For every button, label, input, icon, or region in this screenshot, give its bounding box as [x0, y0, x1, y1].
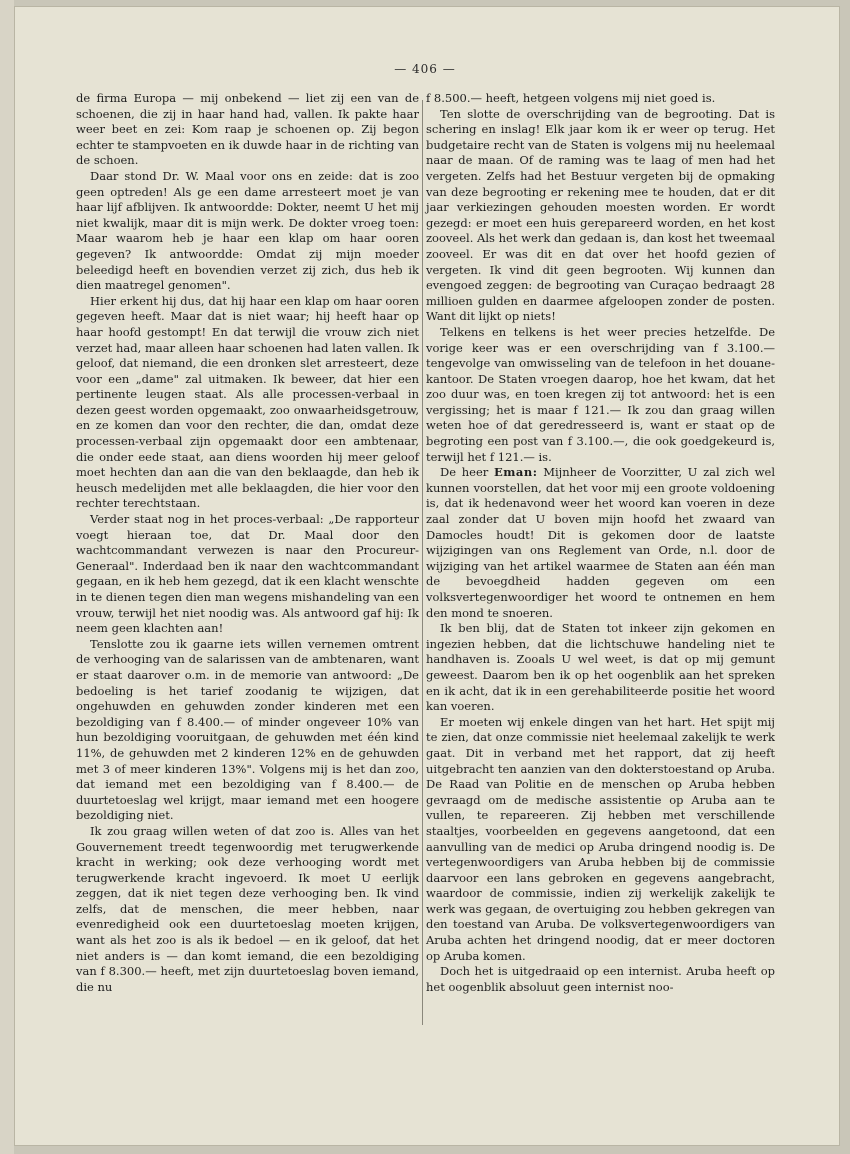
- paragraph: Hier erkent hij dus, dat hij haar een klap om haar ooren gegeven heeft. Maar dat is niet waar; hij heeft haar op haar hoofd gestompt! En dat terwijl die vrouw zich niet verzet had, maar alleen haar schoenen had laten vallen. Ik geloof, dat niemand, die een dronken slet arresteert, deze voor een „dame" zal uitmaken. Ik beweer, dat hier een pertinente leugen staat. Als alle processen-verbaal in dezen geest worden opgemaakt, zoo onwaarheidsgetrouw, en ze komen dan voor den rechter, die dan, omdat deze processen-verbaal zijn opgemaakt door een ambtenaar, die onder eede staat, aan diens woorden hij meer geloof moet hechten dan aan die van den beklaagde, dan heb ik heusch medelijden met alle beklaagden, die hier voor den rechter terechtstaan.: [76, 293, 419, 511]
- paragraph: Doch het is uitgedraaid op een internist. Aruba heeft op het oogenblik absoluut geen internist noo-: [426, 964, 775, 994]
- column-divider: [422, 100, 423, 1025]
- paragraph: Verder staat nog in het proces-verbaal: „De rapporteur voegt hieraan toe, dat Dr. Maal door den wachtcommandant verwezen is naar den Procureur-Generaal". Inderdaad ben ik naar den wachtcommandant gegaan, en ik heb hem gezegd, dat ik een klacht wenschte in te dienen tegen dien man wegens mishandeling van een vrouw, terwijl het niet noodig was. Als antwoord gaf hij: Ik neem geen klachten aan!: [76, 512, 419, 636]
- paragraph: Daar stond Dr. W. Maal voor ons en zeide: dat is zoo geen optreden! Als ge een dame arresteert moet je van haar lijf afblijven. Ik antwoordde: Dokter, neemt U het mij niet kwalijk, maar dit is mijn werk. De dokter vroeg toen: Maar waarom heb je haar een klap om haar ooren gegeven? Ik antwoordde: Omdat zij mijn moeder beleedigd heeft en bovendien verzet zij zich, dus heb ik dien maatregel genomen".: [76, 168, 419, 293]
- paragraph: Ten slotte de overschrijding van de begrooting. Dat is schering en inslag! Elk jaar kom ik er weer op terug. Het budgetaire recht van de Staten is volgens mij nu heelemaal naar de maan. Of de raming was te laag of men had het vergeten. Zelfs had het Bestuur vergeten bij de opmaking van deze begrooting er rekening mee te houden, dat er dit jaar verkiezingen gehouden moesten worden. Er wordt gezegd: er moet een huis gerepareerd worden, en het kost zooveel. Als het werk dan gedaan is, dan kost het tweemaal zooveel. Er was dit en dat over het hoofd gezien of vergeten. Ik vind dit geen begrooten. Wij kunnen dan evengoed zeggen: de begrooting van Curaçao bedraagt 28 millioen gulden en daarmee afgeloopen zonder de posten. Want dit lijkt op niets!: [426, 106, 775, 324]
- paragraph: Ik ben blij, dat de Staten tot inkeer zijn gekomen en ingezien hebben, dat die lichtschuwe handeling niet te handhaven is. Zooals U wel weet, is dat op mij gemunt geweest. Daarom ben ik op het oogenblik aan het spreken en ik acht, dat ik in een gerehabiliteerde positie het woord kan voeren.: [426, 621, 775, 714]
- paragraph: Tenslotte zou ik gaarne iets willen vernemen omtrent de verhooging van de salarissen van de ambtenaren, want er staat daarover o.m. in de memorie van antwoord: „De bedoeling is het tarief zoodanig te wijzigen, dat ongehuwden en gehuwden zonder kinderen met een bezoldiging van f 8.400.— of minder ongeveer 10% van hun bezoldiging vooruitgaan, de gehuwden met één kind 11%, de gehuwden met 2 kinderen 12% en de gehuwden met 3 of meer kinderen 13%". Volgens mij is het dan zoo, dat iemand met een bezoldiging van f 8.400.— de duurtetoeslag wel krijgt, maar iemand met een hoogere bezoldiging niet.: [76, 636, 419, 823]
- speaker-text: Mijnheer de Voorzitter, U zal zich wel kunnen voorstellen, dat het voor mij een groote voldoening is, dat ik hedenavond weer het woord kan voeren in deze zaal zonder dat U boven mijn hoofd het zwaard van Damocles houdt! Dit is gekomen door de laatste wijzigingen van ons Reglement van Orde, n.l. door de wijziging van het artikel waarmee de Staten aan één man de bevoegdheid hadden gegeven om een volksvertegenwoordiger het woord te ontnemen en hem den mond te snoeren.: [426, 465, 776, 620]
- paragraph: de firma Europa — mij onbekend — liet zij een van de schoenen, die zij in haar hand had, vallen. Ik pakte haar weer beet en zei: Kom raap je schoenen op. Zij begon echter te stampvoeten en ik duwde haar in de richting van de schoen.: [76, 91, 419, 168]
- paragraph: Telkens en telkens is het weer precies hetzelfde. De vorige keer was er een overschrijding van f 3.100.— tengevolge van omwisseling van de telefoon in het douane-kantoor. De Staten vroegen daarop, hoe het kwam, dat het zoo duur was, en toen kregen zij tot antwoord: het is een vergissing; het is maar f 121.— Ik zou dan graag willen weten hoe of dat geredresseerd is, want er staat op de begroting een post van f 3.100.—, die ook goedgekeurd is, terwijl het f 121.— is.: [426, 324, 775, 464]
- left-column: [76, 91, 419, 995]
- page-number: — 406 —: [394, 62, 456, 76]
- speaker-name: Eman:: [493, 465, 538, 480]
- speaker-lead: De heer: [440, 465, 489, 480]
- speaker-paragraph: [426, 465, 775, 621]
- paragraph: Ik zou graag willen weten of dat zoo is. Alles van het Gouvernement treedt tegenwoordig met terugwerkende kracht in werking; ook deze verhooging wordt met terugwerkende kracht ingevoerd. Ik moet U eerlijk zeggen, dat ik niet tegen deze verhooging ben. Ik vind zelfs, dat de menschen, die meer hebben, naar evenredigheid ook een duurtetoeslag moeten krijgen, want als het zoo is als ik bedoel — en ik geloof, dat het niet anders is — dan komt iemand, die een bezoldiging van f 8.300.— heeft, met zijn duurtetoeslag boven iemand, die nu: [76, 823, 419, 994]
- paragraph: f 8.500.— heeft, hetgeen volgens mij niet goed is.: [426, 91, 716, 105]
- paragraph: Er moeten wij enkele dingen van het hart. Het spijt mij te zien, dat onze commissie niet heelemaal zakelijk te werk gaat. Dit in verband met het rapport, dat zij heeft uitgebracht ten aanzien van den dokterstoestand op Aruba. De Raad van Politie en de menschen op Aruba hebben gevraagd om de medische assistentie op Aruba aan te vullen, te repareeren. Zij hebben met verschillende staaltjes, voorbeelden en gegevens aangetoond, dat een aanvulling van de medici op Aruba dringend noodig is. De vertegenwoordigers van Aruba hebben bij de commissie daarvoor een lans gebroken en gegevens aangebracht, waardoor de commissie, indien zij werkelijk zakelijk te werk was gegaan, de overtuiging zou hebben gekregen van den toestand van Aruba. De volksvertegenwoordigers van Aruba achten het dringend noodig, dat er meer doctoren op Aruba komen.: [426, 714, 775, 963]
- scan-margin: [0, 0, 14, 1154]
- right-column: [426, 91, 775, 995]
